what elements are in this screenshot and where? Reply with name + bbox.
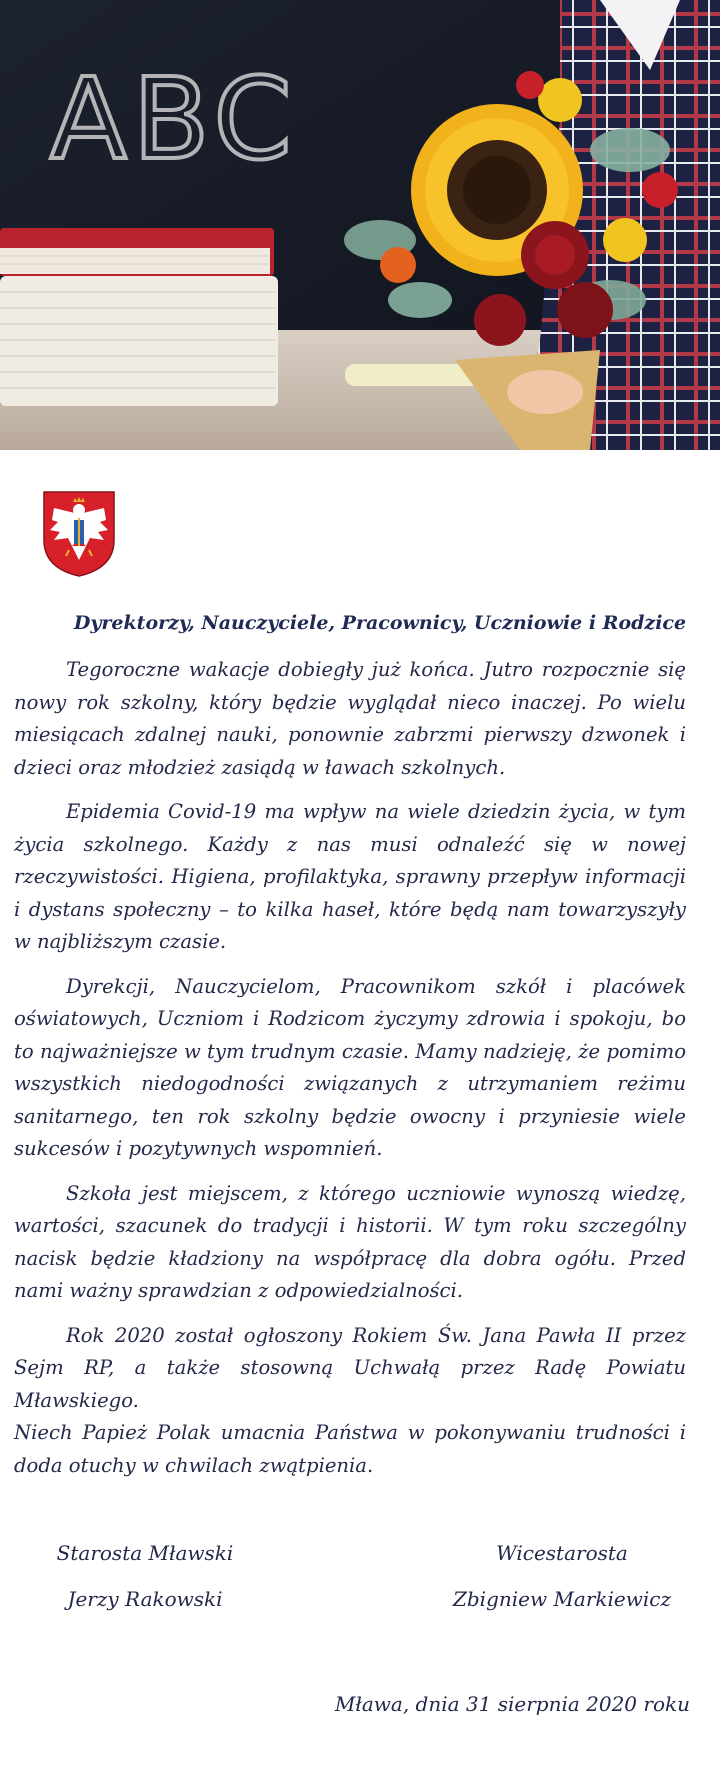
signature-title: Starosta Mławski [56,1541,234,1565]
place-date: Mława, dnia 31 sierpnia 2020 roku [334,1692,690,1716]
signature-left [40,1530,250,1622]
chalk-abc-text: ABC [50,55,298,185]
hero-image [0,0,720,450]
letter-body [14,654,686,1494]
paragraph: Epidemia Covid-19 ma wpływ na wiele dziedzin życia, w tym życia szkolnego. Każdy z nas musi odnaleźć się w nowej rzeczywistości. Higiena, profilaktyka, sprawny przepływ informacji i dystans społeczny – to kilka haseł, które będą nam towarzyszyły w najbliższym czasie. [14,800,686,953]
signature-title: Wicestarosta [496,1541,628,1565]
coat-of-arms-icon [42,490,116,578]
signature-right [440,1530,684,1622]
signature-name: Jerzy Rakowski [67,1587,223,1611]
books-icon [0,228,278,406]
letter-heading: Dyrektorzy, Nauczyciele, Pracownicy, Uczniowie i Rodzice [73,612,687,634]
paragraph: Rok 2020 został ogłoszony Rokiem Św. Jana Pawła II przez Sejm RP, a także stosowną Uchwałą przez Radę Powiatu Mławskiego. [14,1323,686,1412]
paragraph: Dyrekcji, Nauczycielom, Pracownikom szkół i placówek oświatowych, Uczniom i Rodzicom życzymy zdrowia i spokoju, bo to najważniejsze w tym trudnym czasie. Mamy nadzieję, że pomimo wszystkich niedogodności związanych z utrzymaniem reżimu sanitarnego, ten rok szkolny będzie owocny i przyniesie wiele sukcesów i pozytywnych wspomnień. [14,974,686,1160]
paragraph: Tegoroczne wakacje dobiegły już końca. Jutro rozpocznie się nowy rok szkolny, który będzie wyglądał nieco inaczej. Po wielu miesiącach zdalnej nauki, ponownie zabrzmi pierwszy dzwonek i dzieci oraz młodzież zasiądą w ławach szkolnych. [14,658,686,779]
paragraph: Niech Papież Polak umacnia Państwa w pokonywaniu trudności i doda otuchy w chwilach zwątpienia. [14,1421,686,1477]
paragraph: Szkoła jest miejscem, z którego uczniowie wynoszą wiedzę, wartości, szacunek do tradycji i historii. W tym roku szczególny nacisk będzie kładziony na współpracę dla dobra ogółu. Przed nami ważny sprawdzian z odpowiedzialności. [14,1181,686,1302]
hero-illustration [0,0,720,450]
signature-name: Zbigniew Markiewicz [452,1587,672,1611]
